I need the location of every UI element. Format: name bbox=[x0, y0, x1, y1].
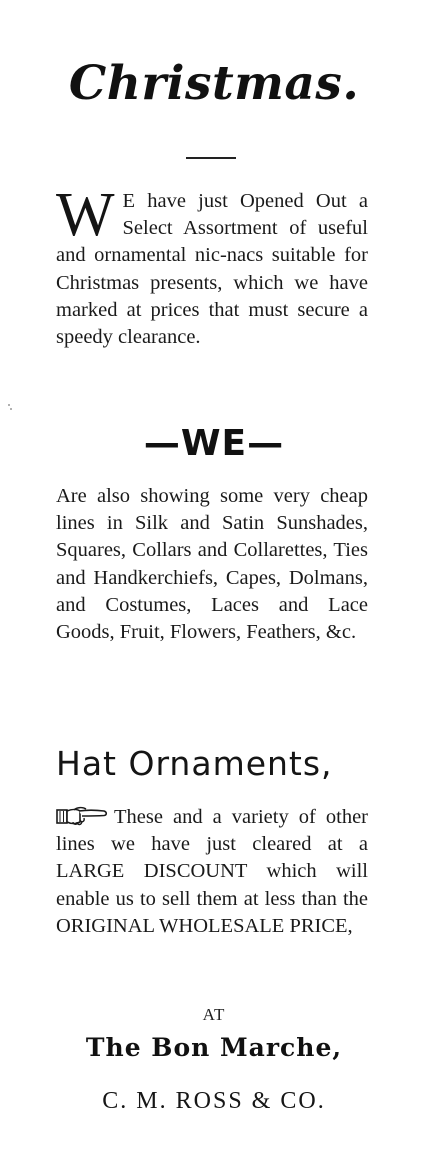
lines-paragraph: Are also showing some very cheap lines in Silk and Satin Sunshades, Squares, Collars and Collarettes, Ties and Handkerchiefs, Capes, Dolmans, and Costumes, Laces and Lace Goods, Fruit, Flowers, Feathers, &c. bbox=[56, 485, 368, 644]
title-divider bbox=[186, 157, 236, 159]
intro-paragraph bbox=[56, 181, 368, 351]
company-name: C. M. ROSS & CO. bbox=[102, 1088, 326, 1114]
drop-cap: W bbox=[56, 181, 115, 249]
discount-paragraph bbox=[56, 804, 368, 940]
ad-title: Christmas. bbox=[68, 56, 360, 111]
at-label: AT bbox=[202, 1005, 226, 1024]
hat-ornaments-heading: Hat Ornaments, bbox=[56, 744, 333, 783]
paper-speck bbox=[8, 404, 10, 406]
we-heading: —WE— bbox=[143, 423, 285, 464]
store-name: The Bon Marche, bbox=[85, 1033, 343, 1062]
discount-text: These and a variety of other lines we have just cleared at a LARGE DISCOUNT which will enable us to sell them at less than the ORIGINAL WHOLESALE PRICE, bbox=[56, 806, 368, 937]
pointing-hand-icon bbox=[56, 805, 108, 827]
intro-text: E have just Opened Out a Select Assortment of useful and ornamental nic-nacs suitable for Christmas presents, which we have marked at prices that must secure a speedy clearance. bbox=[56, 190, 368, 349]
paper-speck bbox=[10, 408, 12, 410]
